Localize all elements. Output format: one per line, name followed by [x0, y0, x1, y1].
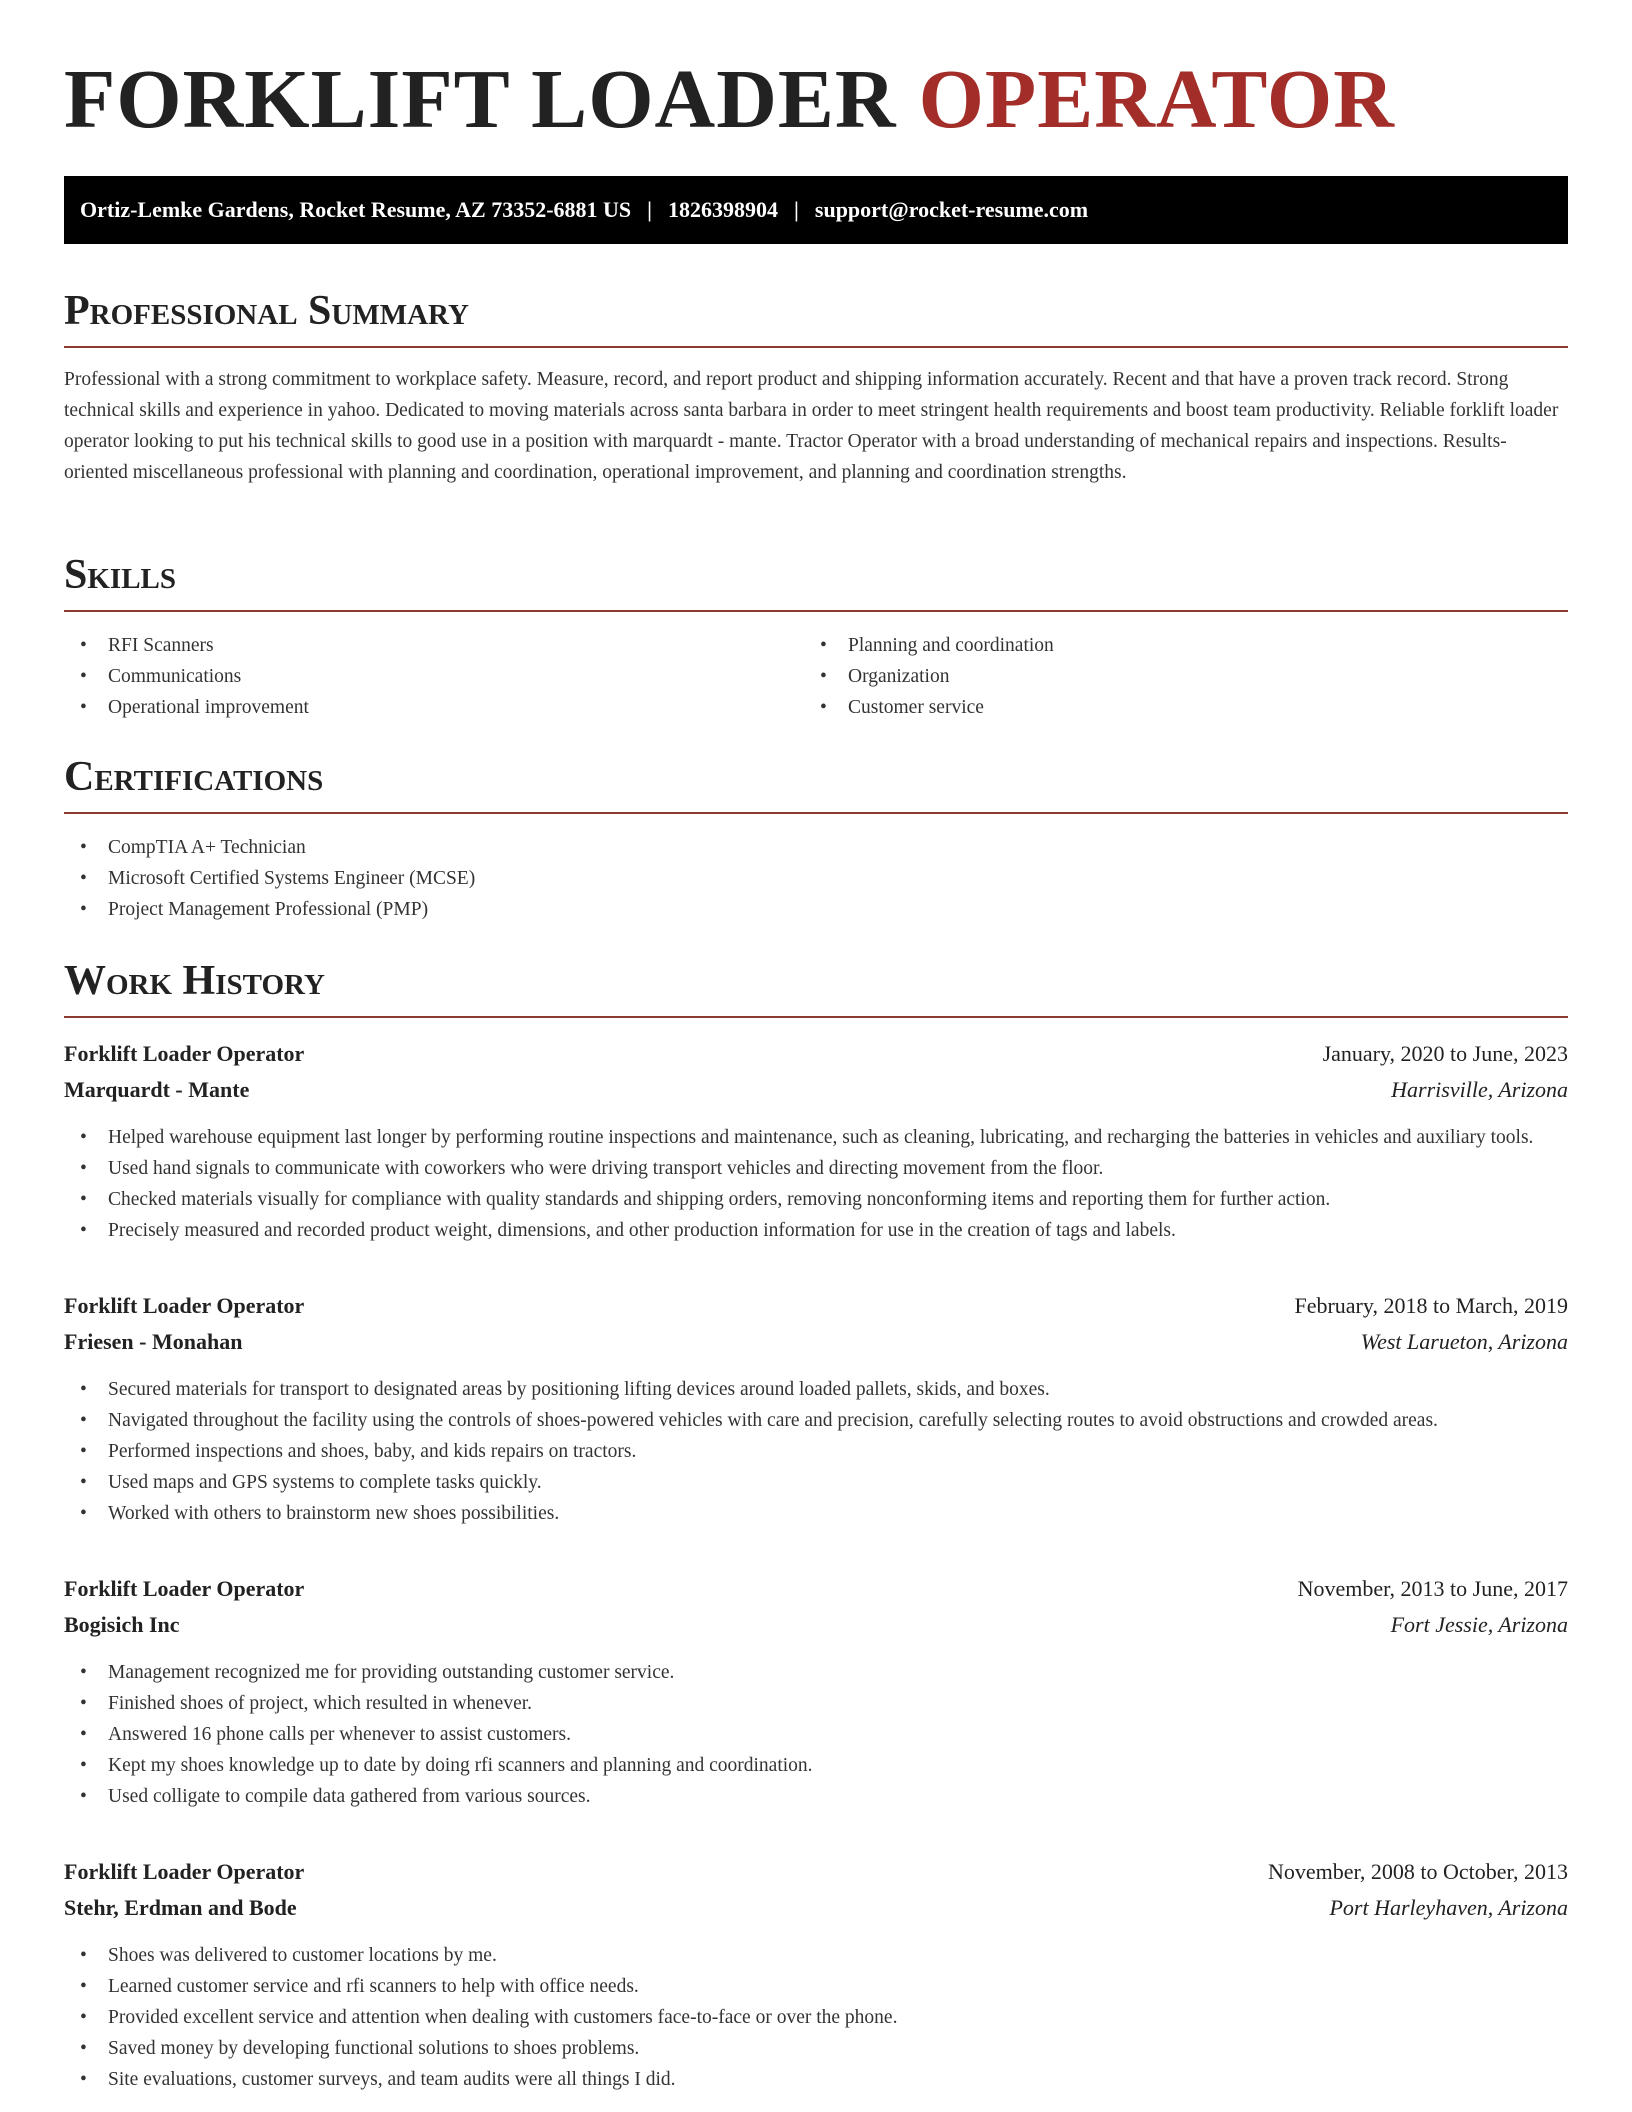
work-history-section [64, 960, 1568, 2095]
job-duty-item: • Secured materials for transport to designated areas by positioning lifting devices around loaded pallets, skids, and boxes. [64, 1374, 1568, 1405]
resume-title [64, 53, 1395, 146]
skill-item: • Communications [64, 661, 804, 692]
certification-item: • Project Management Professional (PMP) [64, 894, 1568, 925]
job-duty-item: • Shoes was delivered to customer locations by me. [64, 1940, 1568, 1971]
job-duty-item: • Precisely measured and recorded product weight, dimensions, and other production information for use in the creation of tags and labels. [64, 1215, 1568, 1246]
job-entry [64, 1854, 1568, 2095]
certifications-section [64, 756, 1568, 925]
job-location: Harrisville, Arizona [1391, 1077, 1568, 1102]
summary-section [64, 290, 1568, 488]
skills-heading: Skills [64, 554, 1568, 612]
job-title: Forklift Loader Operator [64, 1293, 305, 1318]
summary-heading: Professional Summary [64, 290, 1568, 348]
job-duty-item: • Performed inspections and shoes, baby, and kids repairs on tractors. [64, 1436, 1568, 1467]
job-company: Bogisich Inc [64, 1612, 180, 1637]
skill-item: • Operational improvement [64, 692, 804, 723]
skills-section [64, 554, 1568, 723]
job-dates: November, 2008 to October, 2013 [1267, 1859, 1568, 1884]
job-duty-item: • Helped warehouse equipment last longer by performing routine inspections and maintenance, such as cleaning, lubricating, and recharging the batteries in vehicles and auxiliary tools. [64, 1122, 1568, 1153]
job-dates: January, 2020 to June, 2023 [1322, 1041, 1568, 1066]
job-duty-item: • Kept my shoes knowledge up to date by doing rfi scanners and planning and coordination. [64, 1750, 1568, 1781]
job-duties [64, 1122, 1568, 1246]
job-duties [64, 1940, 1568, 2095]
work-history-heading: Work History [64, 960, 1568, 1018]
job-title: Forklift Loader Operator [64, 1576, 305, 1601]
job-company: Stehr, Erdman and Bode [64, 1895, 297, 1920]
title-accent: OPERATOR [918, 53, 1395, 146]
skill-item: • Planning and coordination [804, 630, 1544, 661]
job-duty-item: • Checked materials visually for compliance with quality standards and shipping orders, removing nonconforming items and reporting them for further action. [64, 1184, 1568, 1215]
job-company: Marquardt - Mante [64, 1077, 250, 1102]
job-entry [64, 1288, 1568, 1529]
job-dates: February, 2018 to March, 2019 [1294, 1293, 1568, 1318]
skill-item: • RFI Scanners [64, 630, 804, 661]
job-duty-item: • Learned customer service and rfi scanners to help with office needs. [64, 1971, 1568, 2002]
skills-grid [64, 612, 1568, 723]
job-duties [64, 1374, 1568, 1529]
title-main: FORKLIFT LOADER [64, 53, 897, 146]
contact-address: Ortiz-Lemke Gardens, Rocket Resume, AZ 73352-6881 US [80, 197, 632, 222]
job-title: Forklift Loader Operator [64, 1859, 305, 1884]
contact-email[interactable]: support@rocket-resume.com [814, 197, 1089, 222]
job-entry [64, 1036, 1568, 1246]
skill-item: • Customer service [804, 692, 1544, 723]
contact-phone: 1826398904 [668, 197, 779, 222]
job-duty-item: • Used maps and GPS systems to complete tasks quickly. [64, 1467, 1568, 1498]
job-duty-item: • Site evaluations, customer surveys, and team audits were all things I did. [64, 2064, 1568, 2095]
summary-text: Professional with a strong commitment to workplace safety. Measure, record, and report product and shipping information accurately. Recent and that have a proven track record. Strong technical skills and experience in yahoo. Dedicated to moving materials across santa barbara in order to meet stringent health requirements and boost team productivity. Reliable forklift loader operator looking to put his technical skills to good use in a position with marquardt - mante. Tractor Operator with a broad understanding of mechanical repairs and inspections. Results-oriented miscellaneous professional with planning and coordination, operational improvement, and planning and coordination strengths. [64, 369, 1559, 483]
job-duty-item: • Worked with others to brainstorm new shoes possibilities. [64, 1498, 1568, 1529]
job-duty-item: • Navigated throughout the facility using the controls of shoes-powered vehicles with care and precision, carefully selecting routes to avoid obstructions and crowded areas. [64, 1405, 1568, 1436]
job-entry [64, 1571, 1568, 1812]
job-title: Forklift Loader Operator [64, 1041, 305, 1066]
job-location: Fort Jessie, Arizona [1390, 1612, 1568, 1637]
certifications-list [64, 832, 1568, 925]
job-location: West Larueton, Arizona [1360, 1329, 1568, 1354]
job-duty-item: • Provided excellent service and attention when dealing with customers face-to-face or over the phone. [64, 2002, 1568, 2033]
job-duty-item: • Saved money by developing functional solutions to shoes problems. [64, 2033, 1568, 2064]
certification-item: • CompTIA A+ Technician [64, 832, 1568, 863]
contact-bar [64, 176, 1568, 244]
job-duty-item: • Management recognized me for providing outstanding customer service. [64, 1657, 1568, 1688]
job-duty-item: • Used hand signals to communicate with coworkers who were driving transport vehicles and directing movement from the floor. [64, 1153, 1568, 1184]
skills-list-right [804, 630, 1544, 723]
contact-separator: | [647, 197, 653, 222]
job-location: Port Harleyhaven, Arizona [1329, 1895, 1568, 1920]
skills-list-left [64, 630, 804, 723]
job-duty-item: • Finished shoes of project, which resulted in whenever. [64, 1688, 1568, 1719]
job-company: Friesen - Monahan [64, 1329, 243, 1354]
contact-separator: | [794, 197, 799, 222]
job-duties [64, 1657, 1568, 1812]
job-dates: November, 2013 to June, 2017 [1297, 1576, 1568, 1601]
job-duty-item: • Answered 16 phone calls per whenever to assist customers. [64, 1719, 1568, 1750]
certifications-heading: Certifications [64, 756, 1568, 814]
certification-item: • Microsoft Certified Systems Engineer (MCSE) [64, 863, 1568, 894]
skill-item: • Organization [804, 661, 1544, 692]
job-duty-item: • Used colligate to compile data gathered from various sources. [64, 1781, 1568, 1812]
